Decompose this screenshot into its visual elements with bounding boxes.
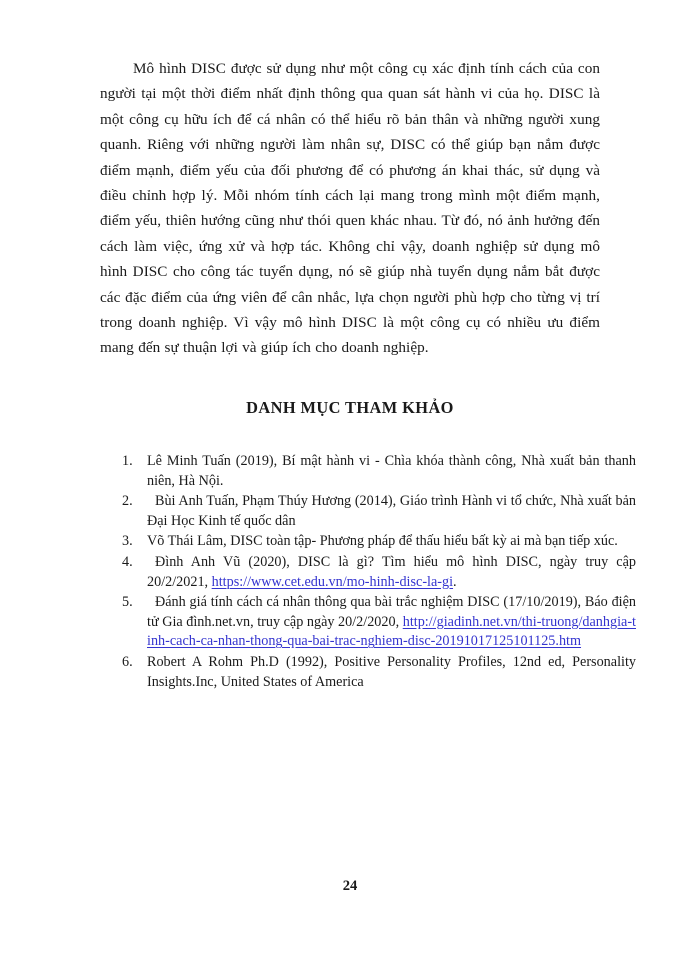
body-content bbox=[100, 56, 600, 361]
list-item-text: Lê Minh Tuấn (2019), Bí mật hành vi - Chìa khóa thành công, Nhà xuất bản thanh niên, Hà Nội. bbox=[147, 453, 636, 489]
list-item-number: 5. bbox=[122, 594, 133, 611]
list-item bbox=[100, 593, 636, 652]
list-item-number: 3. bbox=[122, 533, 133, 550]
body-paragraph: Mô hình DISC được sử dụng như một công cụ xác định tính cách của con người tại một thời điểm nhất định thông qua quan sát hành vi của họ. DISC là một công cụ hữu ích để cá nhân có thể hiểu rõ bản thân và những người xung quanh. Riêng với những người làm nhân sự, DISC có thể giúp bạn nắm được điểm mạnh, điểm yếu của đối phương để có phương án khai thác, sử dụng và điều chỉnh hợp lý. Mỗi nhóm tính cách lại mang trong mình một điểm mạnh, điểm yếu, thiên hướng cũng như thói quen khác nhau. Từ đó, nó ảnh hưởng đến cách làm việc, ứng xử và hợp tác. Không chỉ vậy, doanh nghiệp sử dụng mô hình DISC cho công tác tuyển dụng, nó sẽ giúp nhà tuyển dụng nắm bắt được các đặc điểm của ứng viên để cân nhắc, lựa chọn người phù hợp cho từng vị trí trong doanh nghiệp. Vì vậy mô hình DISC là một công cụ có nhiều ưu điểm mang đến sự thuận lợi và giúp ích cho doanh nghiệp. bbox=[100, 60, 600, 357]
list-item-number: 2. bbox=[122, 493, 133, 510]
list-item-number: 4. bbox=[122, 553, 133, 570]
citation-text: Đánh giá tính cách cá nhân thông qua bài trắc nghiệm DISC (17/10/2019), Báo điện tử Gia đình.net.vn, truy cập ngày 20/2/2020, bbox=[147, 594, 636, 630]
list-item-text bbox=[147, 553, 636, 592]
reference-link-giadinh[interactable]: http://giadinh.net.vn/thi-truong/danhgia-tinh-cach-ca-nhan-thong-qua-bai-trac-nghiem-disc-20191017125101125.htm bbox=[147, 613, 636, 650]
references-list bbox=[100, 452, 636, 693]
list-item bbox=[100, 532, 636, 552]
citation-text-after: . bbox=[453, 573, 457, 590]
citation-text: Đình Anh Vũ (2020), DISC là gì? Tìm hiểu mô hình DISC, ngày truy cập 20/2/2021, bbox=[147, 553, 636, 590]
list-item bbox=[100, 452, 636, 491]
list-item-text bbox=[147, 593, 636, 652]
list-item bbox=[100, 553, 636, 592]
page-number: 24 bbox=[342, 878, 358, 894]
list-item-text: Bùi Anh Tuấn, Phạm Thúy Hương (2014), Giáo trình Hành vi tổ chức, Nhà xuất bản Đại Học Kinh tế quốc dân bbox=[147, 493, 636, 529]
reference-link-cet[interactable]: https://www.cet.edu.vn/mo-hinh-disc-la-gi bbox=[211, 573, 454, 590]
list-item-text: Võ Thái Lâm, DISC toàn tập- Phương pháp để thấu hiểu bất kỳ ai mà bạn tiếp xúc. bbox=[147, 533, 618, 550]
list-item bbox=[100, 653, 636, 692]
references-heading: DANH MỤC THAM KHẢO bbox=[246, 398, 454, 417]
list-item-number: 6. bbox=[122, 653, 133, 670]
list-item-text: Robert A Rohm Ph.D (1992), Positive Personality Profiles, 12nd ed, Personality Insights.Inc, United States of America bbox=[147, 653, 636, 690]
list-item bbox=[100, 492, 636, 531]
list-item-number: 1. bbox=[122, 453, 133, 469]
